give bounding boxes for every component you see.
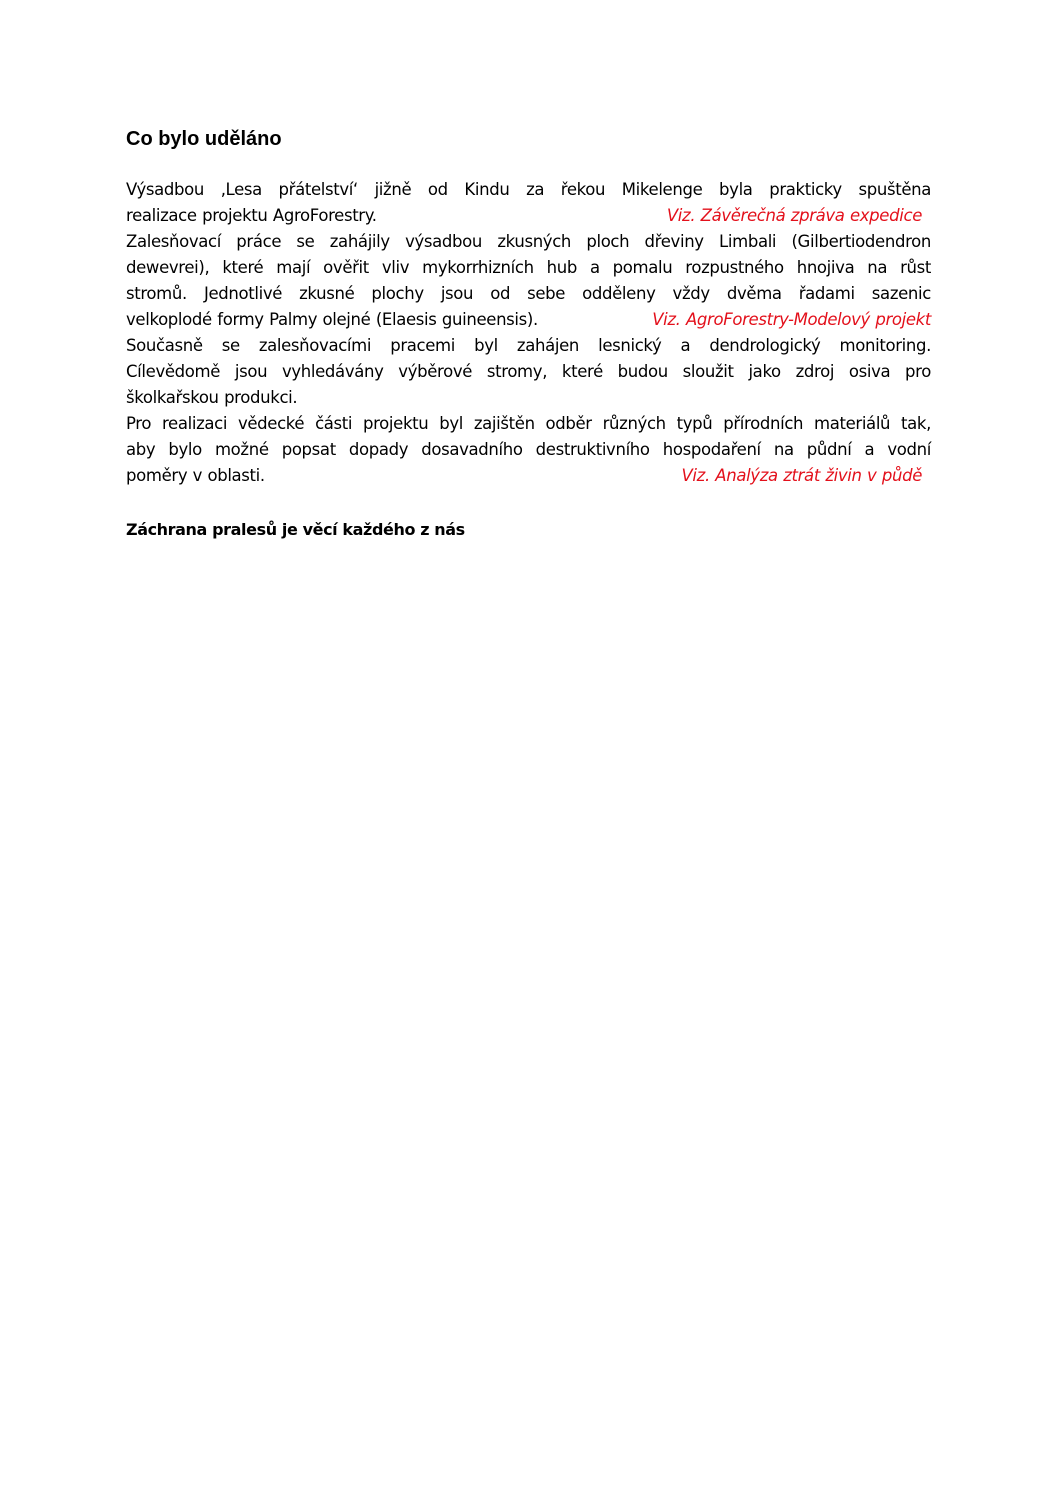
page-heading: Co bylo uděláno	[126, 128, 282, 150]
paragraph-2-last-line	[126, 307, 931, 333]
paragraph-3-line-2: Cílevědomě jsou vyhledávány výběrové stromy, které budou sloužit jako zdroj osiva pro	[126, 362, 931, 381]
paragraph-2-text: velkoplodé formy Palmy olejné (Elaesis guineensis).	[126, 310, 538, 329]
paragraph-3-line-1: Současně se zalesňovacími pracemi byl zahájen lesnický a dendrologický monitoring.	[126, 336, 931, 355]
closing-statement: Záchrana pralesů je věcí každého z nás	[126, 520, 465, 539]
reference-link-final-report[interactable]: Viz. Závěrečná zpráva expedice	[666, 206, 922, 225]
paragraph-2-line-3: stromů. Jednotlivé zkusné plochy jsou od sebe odděleny vždy dvěma řadami sazenic	[126, 284, 931, 303]
paragraph-4-last-line	[126, 463, 931, 489]
paragraph-1-last-line	[126, 203, 931, 229]
paragraph-4-line-2: aby bylo možné popsat dopady dosavadního destruktivního hospodaření na půdní a vodní	[126, 440, 931, 459]
paragraph-4-line-1: Pro realizaci vědecké části projektu byl zajištěn odběr různých typů přírodních materiálů tak,	[126, 414, 931, 433]
paragraph-2-line-2: dewevrei), které mají ověřit vliv mykorrhizních hub a pomalu rozpustného hnojiva na růst	[126, 258, 931, 277]
body-text	[126, 177, 931, 489]
reference-link-nutrient-analysis[interactable]: Viz. Analýza ztrát živin v půdě	[681, 466, 922, 485]
paragraph-3-last-line: školkařskou produkci.	[126, 388, 298, 407]
paragraph-4-text: poměry v oblasti.	[126, 466, 265, 485]
paragraph-2-line-1: Zalesňovací práce se zahájily výsadbou zkusných ploch dřeviny Limbali (Gilbertiodendron	[126, 232, 931, 251]
reference-link-model-project[interactable]: Viz. AgroForestry-Modelový projekt	[652, 310, 931, 329]
paragraph-1-line-1: Výsadbou ‚Lesa přátelství‘ jižně od Kindu za řekou Mikelenge byla prakticky spuštěna	[126, 180, 931, 199]
paragraph-1-text: realizace projektu AgroForestry.	[126, 206, 377, 225]
